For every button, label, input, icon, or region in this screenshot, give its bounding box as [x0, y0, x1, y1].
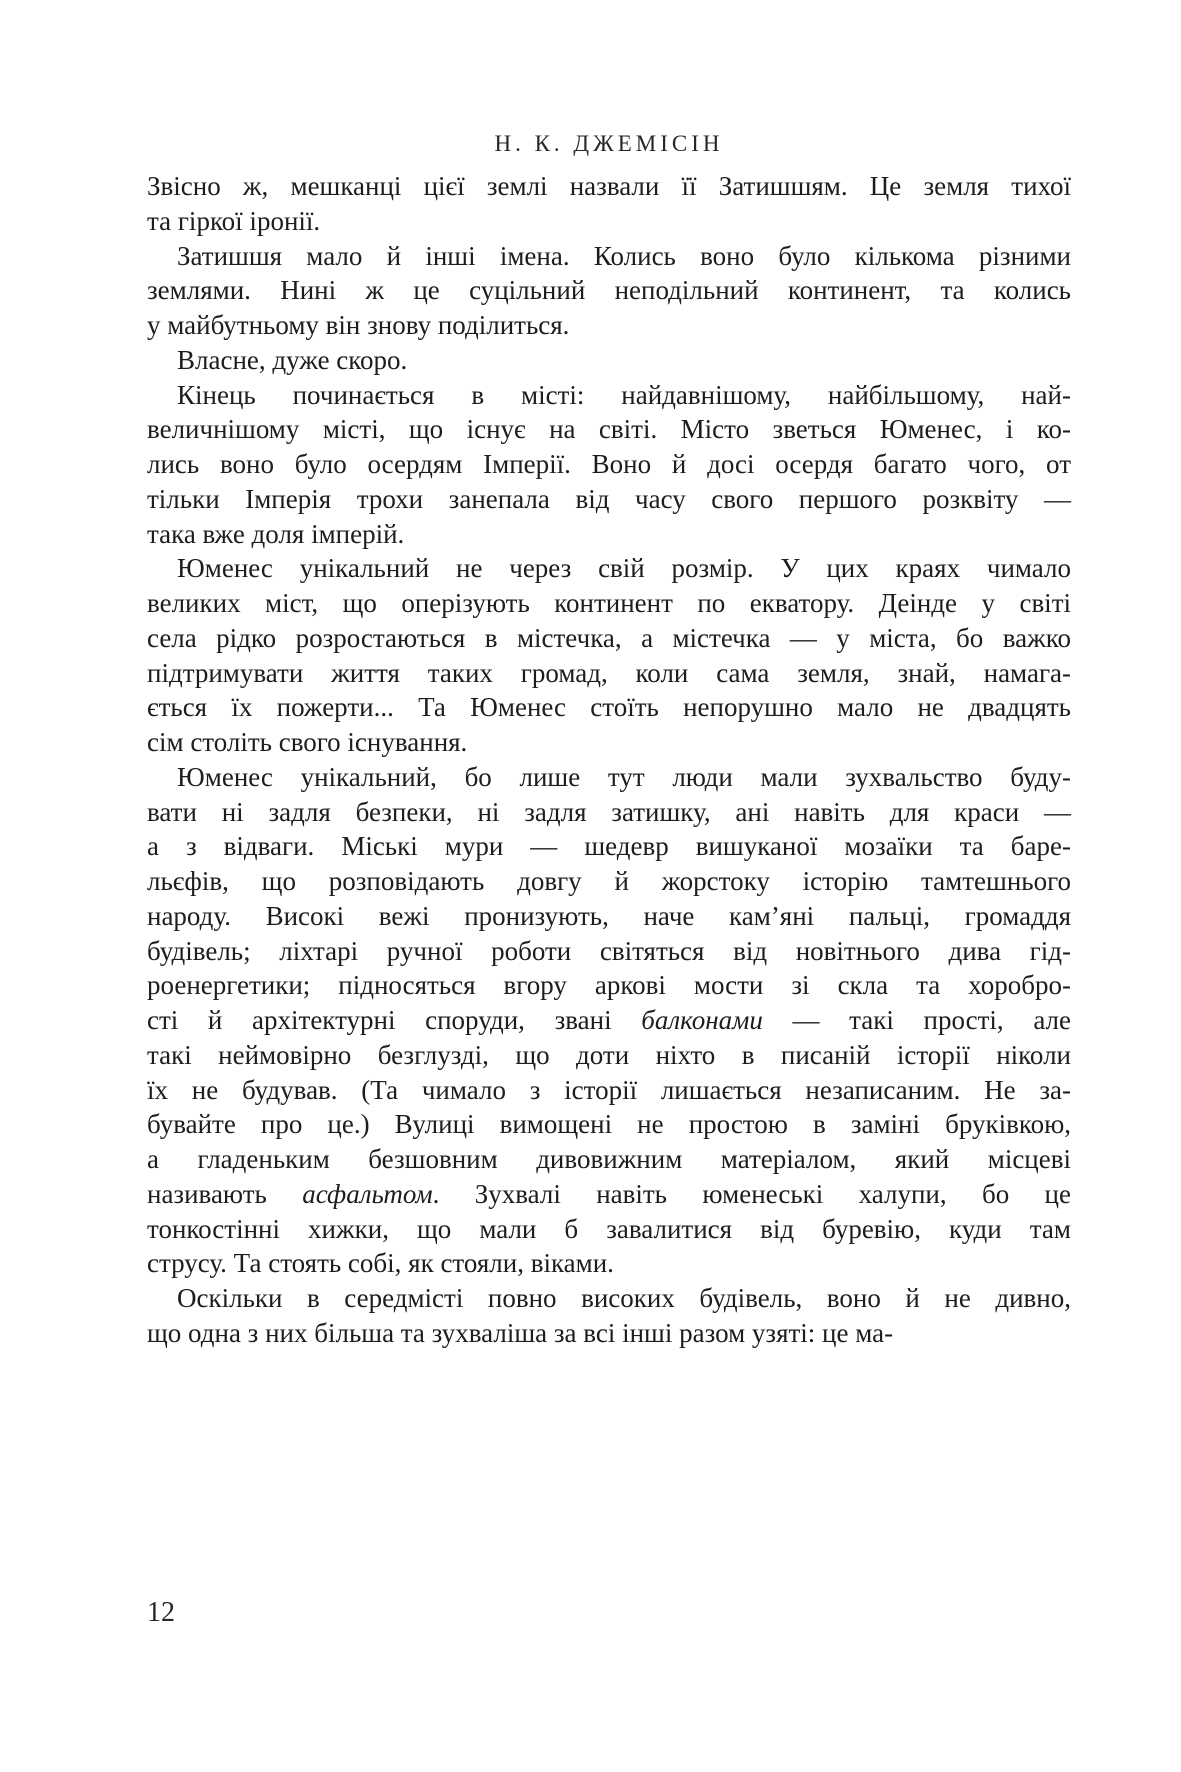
text-line: струсу. Та стоять собі, як стояли, віками. — [147, 1248, 614, 1279]
paragraph — [147, 343, 1071, 378]
text-line: Юменес унікальний не через свій розмір. У цих краях чимало — [177, 553, 1071, 584]
text-line: а з відваги. Міські мури — шедевр вишуканої мозаїки та баре- — [147, 831, 1071, 862]
text-line: називають асфальтом. Зухвалі навіть юменеські халупи, бо це — [147, 1178, 1071, 1209]
text-line: величнішому місті, що існує на світі. Місто зветься Юменес, і ко- — [147, 414, 1071, 445]
text-line: ється їх пожерти... Та Юменес стоїть непорушно мало не двадцять — [147, 692, 1071, 723]
running-header-author: Н. К. ДЖЕМІСІН — [494, 131, 724, 156]
text-line: така вже доля імперій. — [147, 518, 405, 549]
text-line: тільки Імперія трохи занепала від часу свого першого розквіту — — [147, 483, 1071, 514]
text-line: сті й архітектурні споруди, звані балконами — такі прості, але — [147, 1005, 1071, 1035]
paragraph — [147, 1281, 1071, 1351]
text-line: вати ні задля безпеки, ні задля затишку, ані навіть для краси — — [147, 796, 1071, 827]
text-line: тонкостінні хижки, що мали б завалитися від буревію, куди там — [147, 1213, 1071, 1244]
text-line: Юменес унікальний, бо лише тут люди мали зухвальство буду- — [177, 761, 1071, 792]
text-line: такі неймовірно безглузді, що доти ніхто в писаній історії ніколи — [147, 1039, 1071, 1070]
italic-term: асфальтом — [302, 1178, 433, 1209]
paragraph — [147, 760, 1071, 1281]
text-line: та гіркої іронії. — [147, 205, 321, 236]
text-line: що одна з них більша та зухваліша за всі інші разом узяті: це ма- — [147, 1317, 894, 1348]
text-line: народу. Високі вежі пронизують, наче кам’яні пальці, громаддя — [147, 900, 1071, 931]
paragraph — [147, 378, 1071, 552]
text-line: села рідко розростаються в містечка, а містечка — у міста, бо важко — [147, 622, 1071, 653]
text-line: роенергетики; підносяться вгору аркові мости зі скла та хоробро- — [147, 970, 1071, 1001]
paragraph — [147, 551, 1071, 760]
text-line: Оскільки в середмісті повно високих будівель, воно й не дивно, — [177, 1283, 1071, 1313]
text-line: а гладеньким безшовним дивовижним матеріалом, який місцеві — [147, 1144, 1071, 1174]
text-line: бувайте про це.) Вулиці вимощені не простою в заміні бруківкою, — [147, 1109, 1071, 1140]
text-line: їх не будував. (Та чимало з історії лишається незаписаним. Не за- — [147, 1074, 1071, 1105]
text-line: Кінець починається в місті: найдавнішому, найбільшому, най- — [177, 379, 1071, 410]
body-text-block — [147, 169, 1071, 1351]
paragraph — [147, 239, 1071, 343]
text-line: лись воно було осердям Імперії. Воно й досі осердя багато чого, от — [147, 449, 1071, 479]
text-line: підтримувати життя таких громад, коли сама земля, знай, намага- — [147, 657, 1071, 688]
text-line: Затишшя мало й інші імена. Колись воно було кількома різними — [177, 240, 1071, 271]
text-line: льєфів, що розповідають довгу й жорстоку історію тамтешнього — [147, 866, 1071, 896]
text-line: землями. Нині ж це суцільний неподільний континент, та колись — [147, 275, 1071, 306]
text-line: великих міст, що оперізують континент по екватору. Деінде у світі — [147, 588, 1071, 618]
text-line: у майбутньому він знову поділиться. — [147, 310, 570, 340]
text-line: будівель; ліхтарі ручної роботи світяться від новітнього дива гід- — [147, 935, 1071, 966]
text-line: сім століть свого існування. — [147, 727, 468, 757]
paragraph — [147, 169, 1071, 239]
text-line: Звісно ж, мешканці цієї землі назвали її Затишшям. Це земля тихої — [147, 171, 1071, 201]
text-line: Власне, дуже скоро. — [177, 344, 408, 375]
page-number: 12 — [147, 1597, 175, 1628]
italic-term: балконами — [641, 1005, 763, 1035]
